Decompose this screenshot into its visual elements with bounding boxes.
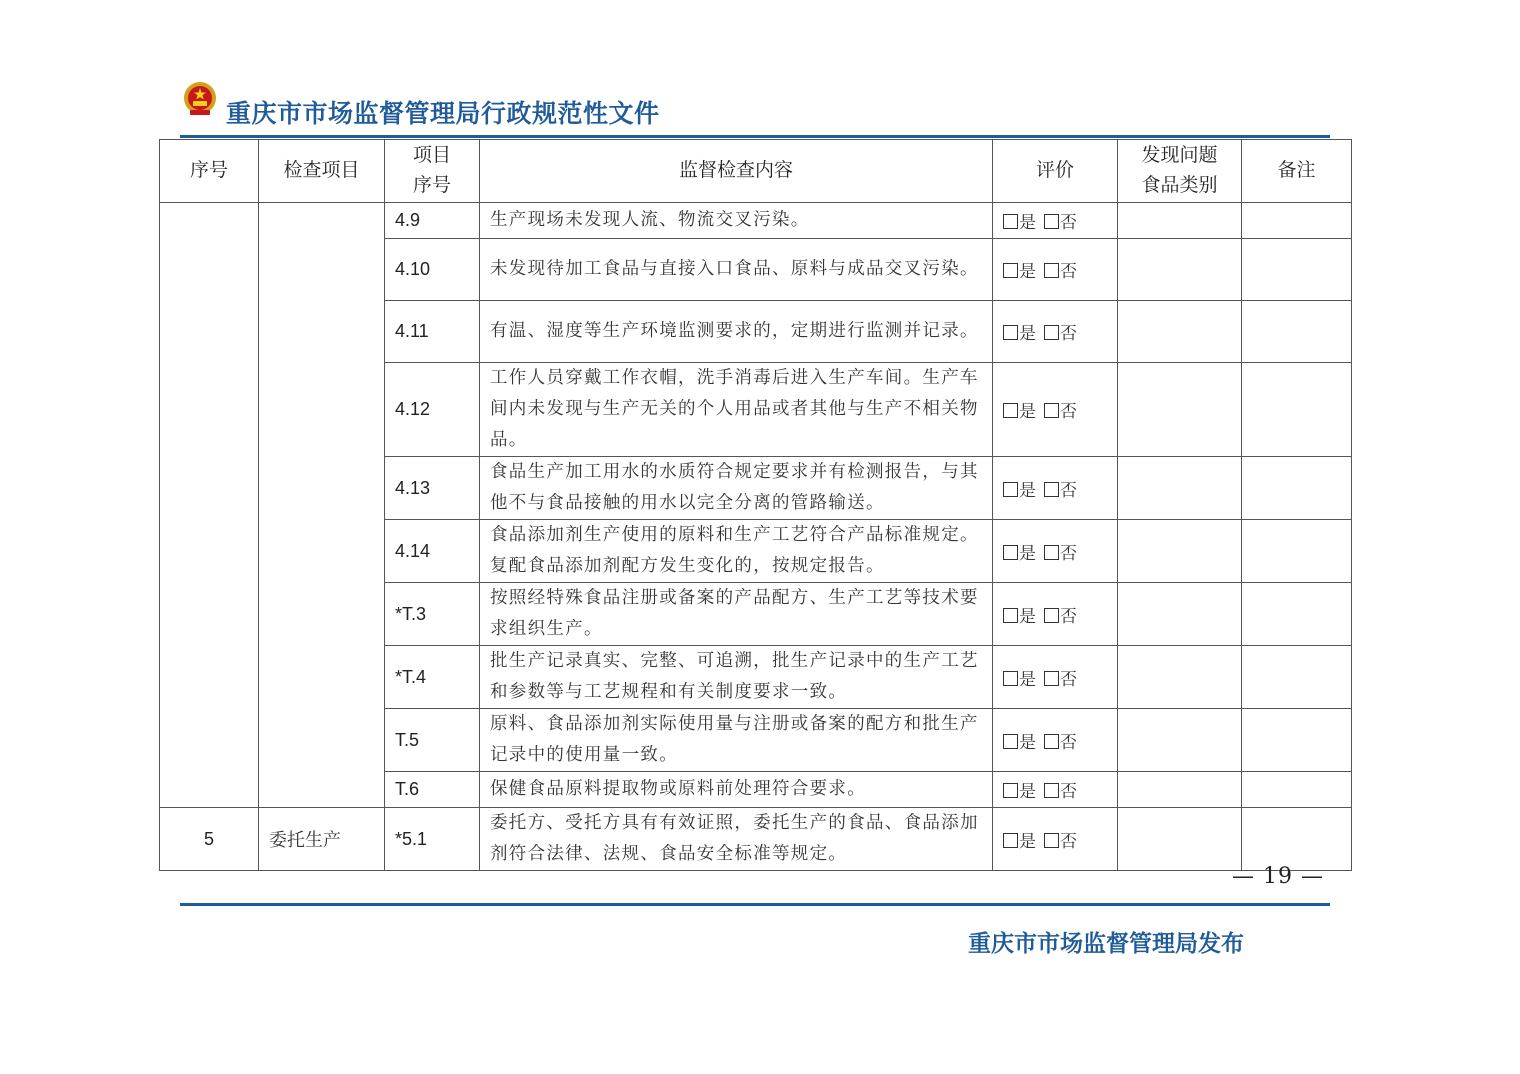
footer-publisher: 重庆市市场监督管理局发布 <box>968 931 1244 957</box>
remark-cell[interactable] <box>1242 808 1352 871</box>
evaluation <box>993 203 1118 239</box>
yes-checkbox[interactable] <box>1003 833 1018 848</box>
option-yes[interactable]: 是 <box>1003 262 1036 282</box>
item-content: 未发现待加工食品与直接入口食品、原料与成品交叉污染。 <box>480 239 993 301</box>
item-code: *T.4 <box>385 646 480 709</box>
option-yes[interactable]: 是 <box>1003 544 1036 564</box>
page-number: — 19 — <box>1232 864 1324 889</box>
item-content: 按照经特殊食品注册或备案的产品配方、生产工艺等技术要求组织生产。 <box>480 583 993 646</box>
merged-item-cell <box>259 203 385 808</box>
item-content: 有温、湿度等生产环境监测要求的，定期进行监测并记录。 <box>480 301 993 363</box>
remark-cell[interactable] <box>1242 457 1352 520</box>
issue-cell[interactable] <box>1118 808 1242 871</box>
option-yes[interactable]: 是 <box>1003 324 1036 344</box>
yes-checkbox[interactable] <box>1003 545 1018 560</box>
issue-cell[interactable] <box>1118 583 1242 646</box>
no-checkbox[interactable] <box>1044 783 1059 798</box>
no-checkbox[interactable] <box>1044 608 1059 623</box>
yes-checkbox[interactable] <box>1003 325 1018 340</box>
evaluation <box>993 363 1118 457</box>
issue-cell[interactable] <box>1118 239 1242 301</box>
remark-cell[interactable] <box>1242 709 1352 772</box>
yes-checkbox[interactable] <box>1003 403 1018 418</box>
yes-checkbox[interactable] <box>1003 671 1018 686</box>
national-emblem-icon <box>182 80 218 118</box>
col-header-no: 序号 <box>160 140 259 203</box>
yes-checkbox[interactable] <box>1003 734 1018 749</box>
col-header-item: 检查项目 <box>259 140 385 203</box>
evaluation <box>993 457 1118 520</box>
remark-cell[interactable] <box>1242 583 1352 646</box>
no-checkbox[interactable] <box>1044 482 1059 497</box>
option-no[interactable]: 否 <box>1044 733 1077 753</box>
col-header-remark: 备注 <box>1242 140 1352 203</box>
item-code: 4.11 <box>385 301 480 363</box>
evaluation <box>993 808 1118 871</box>
option-yes[interactable]: 是 <box>1003 481 1036 501</box>
remark-cell[interactable] <box>1242 520 1352 583</box>
item-content: 生产现场未发现人流、物流交叉污染。 <box>480 203 993 239</box>
yes-checkbox[interactable] <box>1003 783 1018 798</box>
issue-cell[interactable] <box>1118 646 1242 709</box>
evaluation <box>993 239 1118 301</box>
no-checkbox[interactable] <box>1044 263 1059 278</box>
issue-cell[interactable] <box>1118 520 1242 583</box>
evaluation <box>993 301 1118 363</box>
col-header-content: 监督检查内容 <box>480 140 993 203</box>
header-title: 重庆市市场监督管理局行政规范性文件 <box>226 99 660 128</box>
option-no[interactable]: 否 <box>1044 832 1077 852</box>
yes-checkbox[interactable] <box>1003 214 1018 229</box>
table-row <box>160 808 1352 871</box>
footer-divider <box>180 903 1330 906</box>
table-header-row <box>160 140 1352 203</box>
evaluation <box>993 709 1118 772</box>
no-checkbox[interactable] <box>1044 545 1059 560</box>
item-code: 4.9 <box>385 203 480 239</box>
issue-cell[interactable] <box>1118 772 1242 808</box>
item-code: 4.14 <box>385 520 480 583</box>
option-no[interactable]: 否 <box>1044 670 1077 690</box>
option-no[interactable]: 否 <box>1044 481 1077 501</box>
remark-cell[interactable] <box>1242 646 1352 709</box>
remark-cell[interactable] <box>1242 301 1352 363</box>
item-code: 4.13 <box>385 457 480 520</box>
option-no[interactable]: 否 <box>1044 213 1077 233</box>
remark-cell[interactable] <box>1242 772 1352 808</box>
item-code: T.6 <box>385 772 480 808</box>
option-no[interactable]: 否 <box>1044 262 1077 282</box>
item-content: 批生产记录真实、完整、可追溯，批生产记录中的生产工艺和参数等与工艺规程和有关制度要求一致。 <box>480 646 993 709</box>
item-content: 保健食品原料提取物或原料前处理符合要求。 <box>480 772 993 808</box>
issue-cell[interactable] <box>1118 203 1242 239</box>
option-yes[interactable]: 是 <box>1003 402 1036 422</box>
item-content: 工作人员穿戴工作衣帽，洗手消毒后进入生产车间。生产车间内未发现与生产无关的个人用品或者其他与生产不相关物品。 <box>480 363 993 457</box>
option-no[interactable]: 否 <box>1044 782 1077 802</box>
inspection-table <box>159 139 1352 871</box>
option-yes[interactable]: 是 <box>1003 733 1036 753</box>
item-code: T.5 <box>385 709 480 772</box>
evaluation <box>993 772 1118 808</box>
no-checkbox[interactable] <box>1044 325 1059 340</box>
yes-checkbox[interactable] <box>1003 263 1018 278</box>
option-yes[interactable]: 是 <box>1003 832 1036 852</box>
option-yes[interactable]: 是 <box>1003 213 1036 233</box>
no-checkbox[interactable] <box>1044 403 1059 418</box>
yes-checkbox[interactable] <box>1003 608 1018 623</box>
no-checkbox[interactable] <box>1044 833 1059 848</box>
remark-cell[interactable] <box>1242 203 1352 239</box>
evaluation <box>993 646 1118 709</box>
item-code: *5.1 <box>385 808 480 871</box>
item-content: 食品添加剂生产使用的原料和生产工艺符合产品标准规定。复配食品添加剂配方发生变化的，按规定报告。 <box>480 520 993 583</box>
option-yes[interactable]: 是 <box>1003 607 1036 627</box>
table-row <box>160 203 1352 239</box>
issue-cell[interactable] <box>1118 363 1242 457</box>
issue-cell[interactable] <box>1118 457 1242 520</box>
item-code: 4.12 <box>385 363 480 457</box>
issue-cell[interactable] <box>1118 301 1242 363</box>
option-yes[interactable]: 是 <box>1003 782 1036 802</box>
item-content: 原料、食品添加剂实际使用量与注册或备案的配方和批生产记录中的使用量一致。 <box>480 709 993 772</box>
option-no[interactable]: 否 <box>1044 324 1077 344</box>
option-no[interactable]: 否 <box>1044 402 1077 422</box>
no-checkbox[interactable] <box>1044 671 1059 686</box>
yes-checkbox[interactable] <box>1003 482 1018 497</box>
item-content: 委托方、受托方具有有效证照，委托生产的食品、食品添加剂符合法律、法规、食品安全标准等规定。 <box>480 808 993 871</box>
section-number: 5 <box>160 808 259 871</box>
option-yes[interactable]: 是 <box>1003 670 1036 690</box>
item-code: *T.3 <box>385 583 480 646</box>
header-divider <box>180 135 1330 138</box>
remark-cell[interactable] <box>1242 363 1352 457</box>
no-checkbox[interactable] <box>1044 214 1059 229</box>
item-content: 食品生产加工用水的水质符合规定要求并有检测报告，与其他不与食品接触的用水以完全分离的管路输送。 <box>480 457 993 520</box>
option-no[interactable]: 否 <box>1044 607 1077 627</box>
option-no[interactable]: 否 <box>1044 544 1077 564</box>
no-checkbox[interactable] <box>1044 734 1059 749</box>
remark-cell[interactable] <box>1242 239 1352 301</box>
evaluation <box>993 520 1118 583</box>
section-item: 委托生产 <box>259 808 385 871</box>
item-code: 4.10 <box>385 239 480 301</box>
issue-cell[interactable] <box>1118 709 1242 772</box>
col-header-issue: 发现问题 食品类别 <box>1118 140 1242 203</box>
col-header-code: 项目 序号 <box>385 140 480 203</box>
merged-no-cell <box>160 203 259 808</box>
evaluation <box>993 583 1118 646</box>
col-header-eval: 评价 <box>993 140 1118 203</box>
